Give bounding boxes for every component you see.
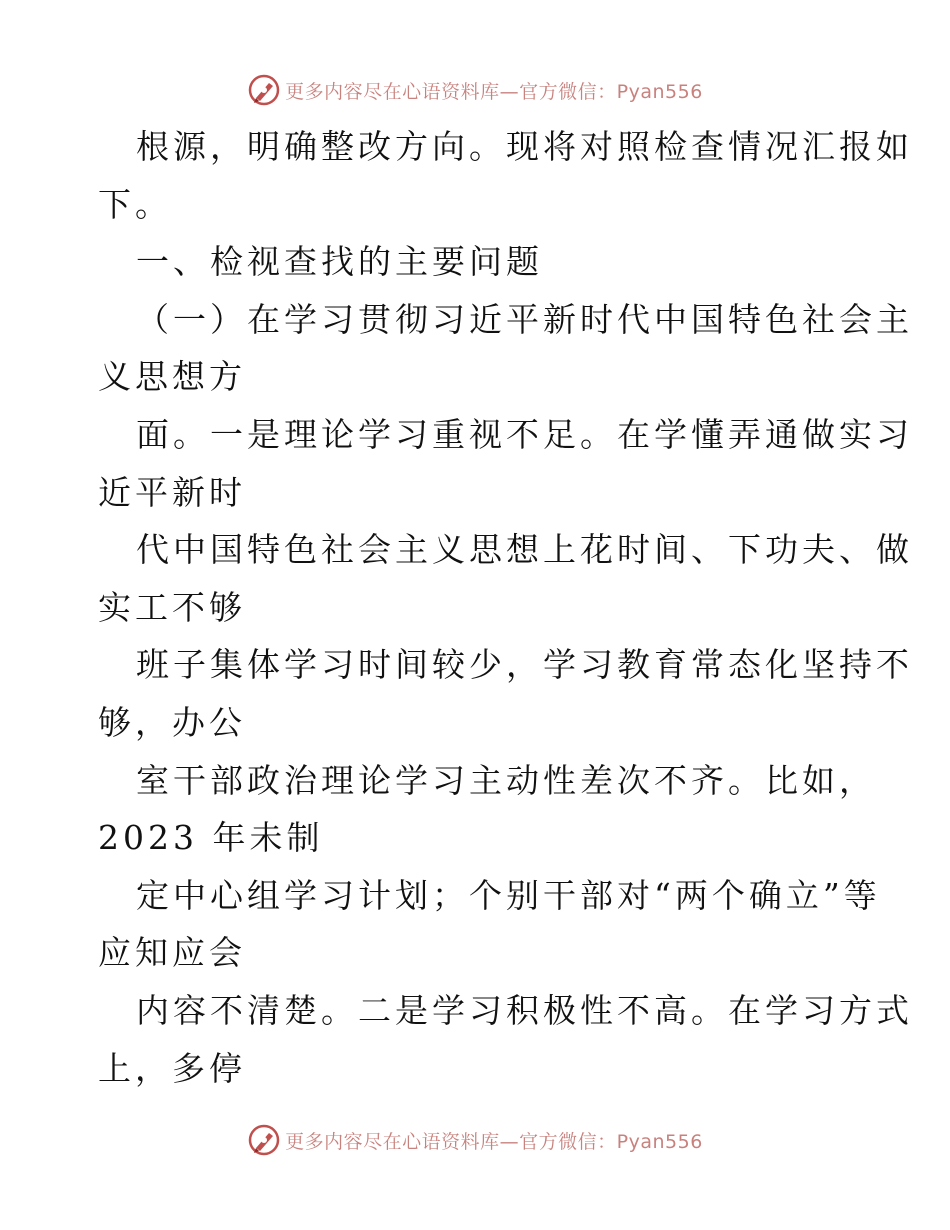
document-line: 面。一是理论学习重视不足。在学懂弄通做实习 [136,414,913,454]
pen-seal-logo-icon [247,1123,281,1157]
footer-banner [0,1120,950,1160]
header-banner [0,70,950,110]
document-line: 上，多停 [98,1048,246,1088]
document-line: 近平新时 [98,472,246,512]
document-line: 下。 [98,184,172,224]
document-line: 应知应会 [98,933,246,973]
document-line: 室干部政治理论学习主动性差次不齐。比如， [136,760,876,800]
document-body [98,118,913,1097]
document-line: 定中心组学习计划；个别干部对“两个确立”等 [136,875,881,915]
document-line: 代中国特色社会主义思想上花时间、下功夫、做 [136,530,913,570]
document-line: 内容不清楚。二是学习积极性不高。在学习方式 [136,990,913,1030]
pen-seal-logo-icon [247,73,281,107]
document-line: 班子集体学习时间较少，学习教育常态化坚持不 [136,645,913,685]
header-banner-text: 更多内容尽在心语资料库—官方微信：Pyan556 [285,80,703,103]
document-line: （一）在学习贯彻习近平新时代中国特色社会主 [136,299,913,339]
document-line: 根源，明确整改方向。现将对照检查情况汇报如 [136,127,913,166]
document-line: 实工不够 [98,587,246,627]
document-line: 2023 年未制 [98,818,324,858]
footer-banner-text: 更多内容尽在心语资料库—官方微信：Pyan556 [285,1130,703,1153]
document-line: 一、检视查找的主要问题 [136,242,543,282]
document-line: 义思想方 [98,357,246,397]
document-line: 够，办公 [98,702,246,742]
